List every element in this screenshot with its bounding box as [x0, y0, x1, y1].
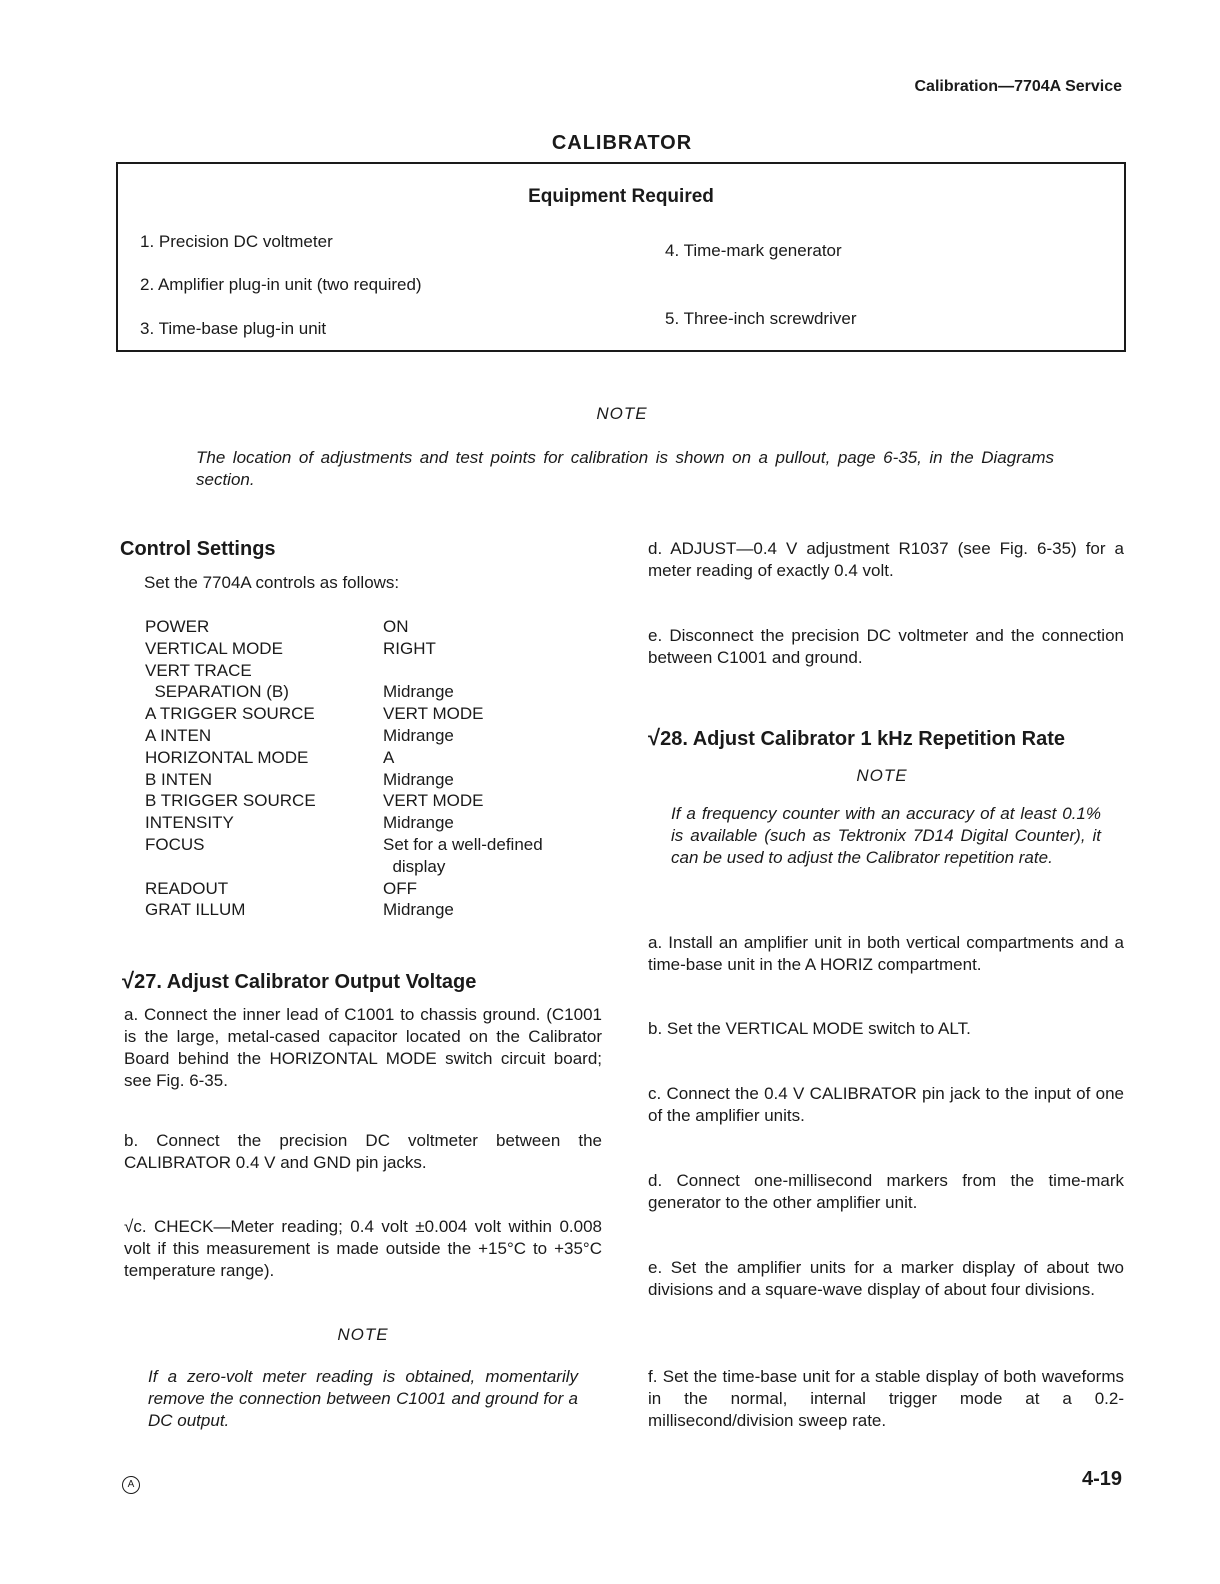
- step-28-d: d. Connect one-millisecond markers from the time-mark generator to the other amplifier unit.: [648, 1171, 1124, 1212]
- step-28-e: e. Set the amplifier units for a marker display of about two divisions and a square-wave display of about four divisions.: [648, 1258, 1124, 1299]
- step-28-c: c. Connect the 0.4 V CALIBRATOR pin jack to the input of one of the amplifier units.: [648, 1084, 1124, 1125]
- control-settings-heading: Control Settings: [120, 538, 276, 560]
- control-name: B INTEN: [145, 769, 213, 789]
- step-27-a: a. Connect the inner lead of C1001 to chassis ground. (C1001 is the large, metal-cased capacitor located on the Calibrator Board behind the HORIZONTAL MODE switch circuit board; see Fig. 6-35.: [124, 1005, 602, 1090]
- equipment-item: 5. Three-inch screwdriver: [665, 309, 857, 328]
- revision-mark: A: [122, 1476, 140, 1494]
- control-row: [145, 747, 605, 769]
- control-settings-intro: Set the 7704A controls as follows:: [144, 573, 400, 592]
- step-28-b: b. Set the VERTICAL MODE switch to ALT.: [648, 1019, 971, 1038]
- control-value: Midrange: [383, 900, 454, 920]
- step-28-title: 28. Adjust Calibrator 1 kHz Repetition Rate: [660, 728, 1065, 750]
- control-name: READOUT: [145, 878, 229, 898]
- control-value: Midrange: [383, 682, 454, 702]
- step-27-b: b. Connect the precision DC voltmeter between the CALIBRATOR 0.4 V and GND pin jacks.: [124, 1131, 602, 1172]
- control-name: SEPARATION (B): [145, 682, 289, 702]
- section-title: CALIBRATOR: [551, 132, 693, 154]
- step-27-heading: [122, 968, 476, 994]
- control-value: ON: [383, 617, 409, 636]
- control-value: RIGHT: [383, 638, 436, 658]
- control-name: FOCUS: [145, 834, 205, 854]
- step-27-e: e. Disconnect the precision DC voltmeter and the connection between C1001 and ground.: [648, 626, 1124, 667]
- control-row: [145, 703, 605, 725]
- control-name: VERTICAL MODE: [145, 638, 283, 658]
- equipment-item: 4. Time-mark generator: [665, 241, 842, 260]
- control-name: GRAT ILLUM: [145, 900, 246, 920]
- equipment-title: Equipment Required: [528, 186, 714, 207]
- control-row: [145, 812, 605, 834]
- control-value: VERT MODE: [383, 704, 484, 724]
- control-value: A: [383, 747, 395, 767]
- control-value: VERT MODE: [383, 791, 484, 811]
- control-name: POWER: [145, 617, 210, 636]
- control-row: [145, 638, 605, 660]
- control-name: HORIZONTAL MODE: [145, 747, 309, 767]
- step-27-note-label: NOTE: [337, 1325, 389, 1344]
- step-27-title: 27. Adjust Calibrator Output Voltage: [134, 971, 477, 993]
- control-row: [145, 769, 605, 791]
- control-row: [145, 878, 605, 900]
- control-value: Midrange: [383, 725, 454, 745]
- control-value: display: [383, 856, 446, 876]
- step-27-c: √c. CHECK—Meter reading; 0.4 volt ±0.004 volt within 0.008 volt if this measurement is made outside the +15°C to +35°C temperature range).: [124, 1217, 602, 1280]
- control-settings-table: [145, 616, 605, 921]
- control-name: B TRIGGER SOURCE: [145, 791, 316, 811]
- equipment-required-box: [116, 162, 1126, 352]
- step-27-d: d. ADJUST—0.4 V adjustment R1037 (see Fig. 6-35) for a meter reading of exactly 0.4 volt.: [648, 539, 1124, 580]
- page-number: 4-19: [1081, 1468, 1122, 1490]
- step-28-heading: [648, 725, 1065, 751]
- control-row: [145, 856, 605, 878]
- equipment-item: 3. Time-base plug-in unit: [140, 319, 327, 338]
- control-name: A TRIGGER SOURCE: [145, 704, 315, 724]
- step-28-a: a. Install an amplifier unit in both vertical compartments and a time-base unit in the A HORIZ compartment.: [648, 933, 1124, 974]
- control-name: INTENSITY: [145, 813, 234, 833]
- control-row: [145, 660, 605, 682]
- step-28-f: f. Set the time-base unit for a stable display of both waveforms in the normal, internal trigger mode at a 0.2-millisecond/division sweep rate.: [648, 1367, 1124, 1430]
- control-value: Set for a well-defined: [383, 834, 543, 854]
- control-name: VERT TRACE: [145, 660, 252, 680]
- control-value: Midrange: [383, 813, 454, 833]
- checkmark-icon: √: [648, 725, 661, 750]
- control-row: [145, 616, 605, 638]
- control-value: Midrange: [383, 769, 454, 789]
- control-value: [383, 660, 605, 682]
- control-name: [145, 856, 383, 878]
- control-row: [145, 834, 605, 856]
- control-row: [145, 725, 605, 747]
- step-28-note-label: NOTE: [856, 766, 908, 785]
- note-label: NOTE: [596, 404, 648, 423]
- checkmark-icon: √: [122, 968, 135, 993]
- control-value: OFF: [383, 878, 417, 898]
- control-row: [145, 899, 605, 921]
- control-name: A INTEN: [145, 725, 212, 745]
- step-27-note-text: If a zero-volt meter reading is obtained, momentarily remove the connection between C1001 and ground for a DC output.: [148, 1367, 578, 1430]
- equipment-item: 2. Amplifier plug-in unit (two required): [140, 275, 422, 294]
- equipment-item: 1. Precision DC voltmeter: [140, 232, 333, 251]
- note-text: The location of adjustments and test points for calibration is shown on a pullout, page 6-35, in the Diagrams section.: [196, 448, 1054, 489]
- running-header: Calibration—7704A Service: [914, 78, 1122, 95]
- control-row: [145, 790, 605, 812]
- step-28-note-text: If a frequency counter with an accuracy of at least 0.1% is available (such as Tektronix 7D14 Digital Counter), it can be used to adjust the Calibrator repetition rate.: [671, 804, 1101, 867]
- control-row: [145, 681, 605, 703]
